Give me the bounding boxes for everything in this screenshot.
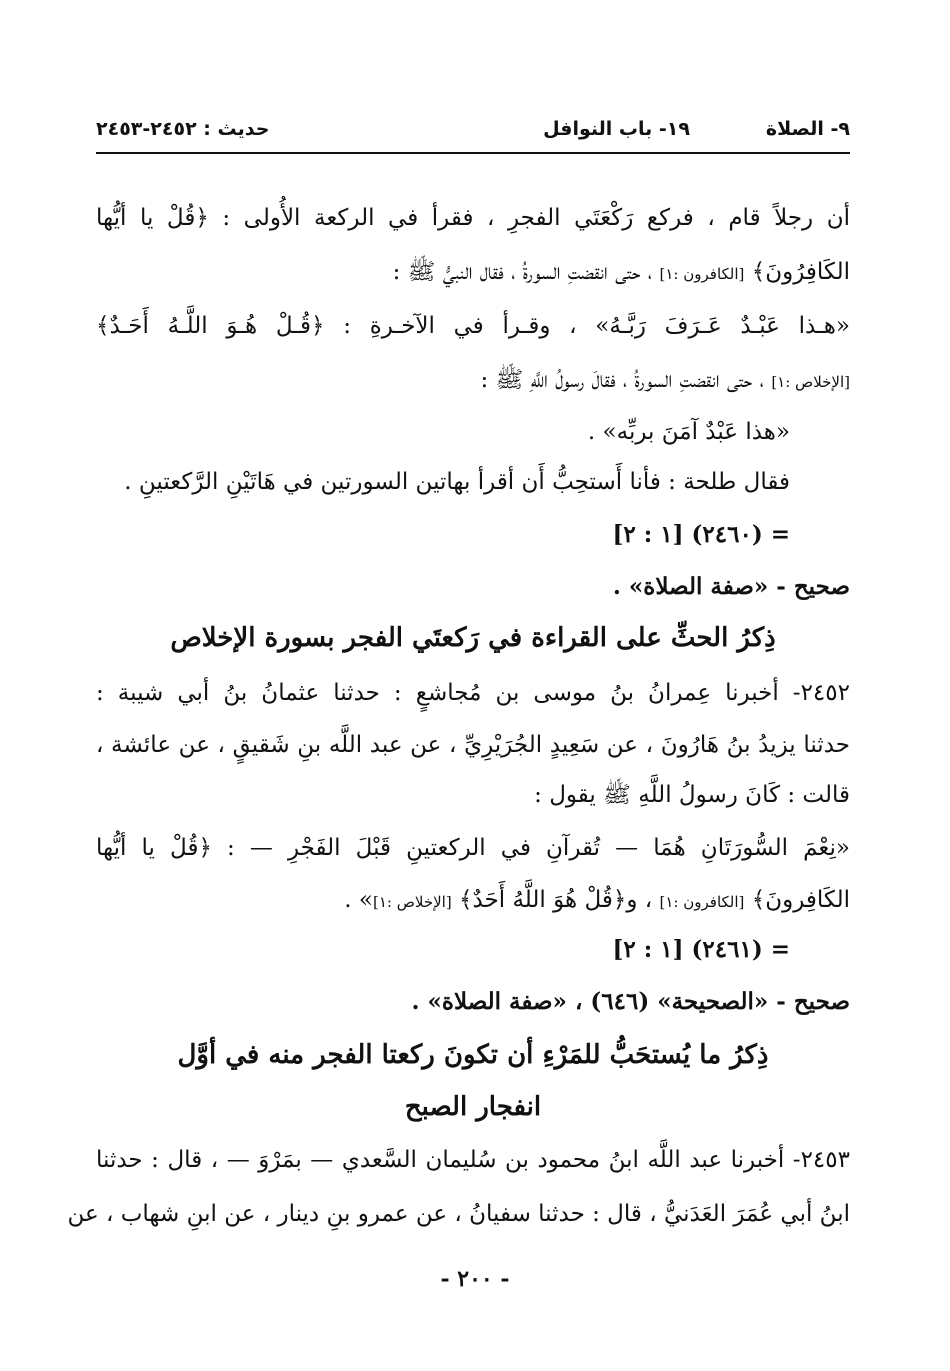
text-fragment: » . — [344, 887, 373, 913]
hadith-range: حديث : ٢٤٥٢-٢٤٥٣ — [96, 118, 270, 140]
text-line: ٢٤٥٣- أخبرنا عبد اللَّه ابنُ محمود بن سُليمان السَّعدي — بمَرْوَ — ، قال : حدثنا — [96, 1147, 850, 1173]
text-line: أن رجلاً قام ، فركع رَكْعَتَي الفجرِ ، فقرأ في الركعة الأُولى : ﴿قُلْ يا أيُّها — [96, 205, 850, 231]
text-line: «هذا عَبْدٌ آمَنَ بربِّه» . — [587, 419, 790, 445]
section-title: ١٩- باب النوافل — [543, 118, 690, 140]
text-fragment: ، حتى انقضتِ السورةُ ، فقالَ رسولُ اللَّهِ ﷺ : — [480, 367, 764, 393]
verse-text: الكَافِرونَ﴾ — [751, 887, 850, 913]
section-heading: ذِكرُ ما يُستحَبُّ للمَرْءِ أن تكونَ ركعتا الفجر منه في أوَّل — [177, 1040, 769, 1070]
verse-reference: [الإخلاص :١] — [373, 893, 452, 911]
cross-reference: = (٢٤٦٠) [١ : ٢] — [612, 521, 790, 548]
grading: صحيح - «صفة الصلاة» . — [612, 573, 850, 600]
text-line: فقال طلحة : فأنا أَستحِبُّ أَن أقرأ بهاتين السورتين في هَاتَيْنِ الرَّكعتينِ . — [124, 469, 790, 495]
text-line: حدثنا يزيدُ بنُ هَارُونَ ، عن سَعِيدٍ الجُرَيْرِيِّ ، عن عبد اللَّه بنِ شَقيقٍ ، عن عائشة ، — [96, 732, 850, 758]
cross-reference: = (٢٤٦١) [١ : ٢] — [612, 936, 790, 963]
text-line — [96, 880, 850, 922]
chapter-title: ٩- الصلاة — [765, 118, 850, 140]
text-line: «نِعْمَ السُّورَتَانِ هُمَا — تُقرآنِ في الركعتينِ قَبْلَ الفَجْرِ — : ﴿قُلْ يا أيُّها — [96, 835, 850, 861]
verse-text: الكَافِرُونَ﴾ — [751, 259, 850, 285]
verse-text: ، و﴿قُلْ هُوَ اللَّهُ أَحَدٌ﴾ — [459, 887, 653, 913]
text-line — [96, 360, 850, 402]
text-line: ٢٤٥٢- أخبرنا عِمرانُ بنُ موسى بن مُجاشعٍ : حدثنا عثمانُ بنُ أبي شيبة : — [96, 680, 850, 706]
section-heading: انفجار الصبح — [404, 1092, 542, 1122]
running-header — [96, 118, 850, 152]
text-line: «هـذا عَبْـدٌ عَـرَفَ رَبَّـهُ» ، وقـرأ في الآخـرةِ : ﴿قُـلْ هُـوَ اللَّـهُ أَحَـدٌ﴾ — [96, 313, 850, 339]
verse-reference: [الكافرون :١] — [659, 893, 745, 911]
page-number: - ٢٠٠ - — [440, 1266, 510, 1292]
grading: صحيح - «الصحيحة» (٦٤٦) ، «صفة الصلاة» . — [411, 988, 850, 1015]
text-fragment: ، حتى انقضتِ السورةُ ، فقال النبيُّ ﷺ : — [392, 259, 653, 285]
header-rule — [96, 152, 850, 154]
text-line: ابنُ أبي عُمَرَ العَدَنيُّ ، قال : حدثنا سفيانُ ، عن عمرو بنِ دينار ، عن ابنِ شهاب ، عن — [67, 1201, 850, 1227]
verse-reference: [الإخلاص :١] — [771, 373, 850, 391]
verse-reference: [الكافرون :١] — [659, 265, 745, 283]
section-heading: ذِكرُ الحثِّ على القراءة في رَكعتَي الفجر بسورة الإخلاص — [170, 623, 776, 653]
text-line — [96, 252, 850, 294]
text-line: قالت : كَانَ رسولُ اللَّهِ ﷺ يقول : — [534, 782, 850, 808]
